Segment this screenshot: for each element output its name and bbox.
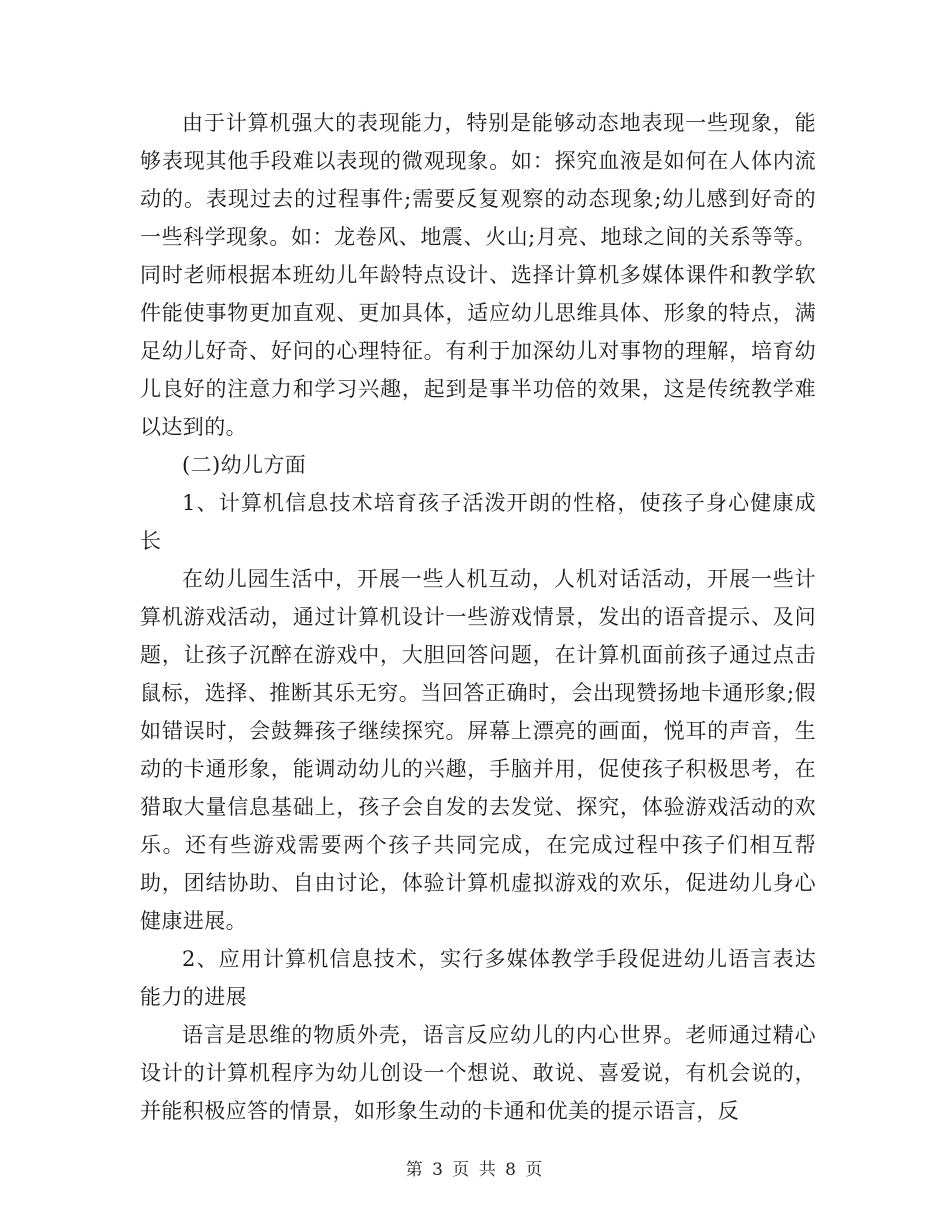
body-text bbox=[140, 104, 816, 1130]
paragraph-games: 在幼儿园生活中，开展一些人机互动，人机对话活动，开展一些计算机游戏活动，通过计算机设计一些游戏情景，发出的语音提示、及问题，让孩子沉醉在游戏中，大胆回答问题，在计算机面前孩子通过点击鼠标，选择、推断其乐无穷。当回答正确时，会出现赞扬地卡通形象;假如错误时，会鼓舞孩子继续探究。屏幕上漂亮的画面，悦耳的声音，生动的卡通形象，能调动幼儿的兴趣，手脑并用，促使孩子积极思考，在猎取大量信息基础上，孩子会自发的去发觉、探究，体验游戏活动的欢乐。还有些游戏需要两个孩子共同完成，在完成过程中孩子们相互帮助，团结协助、自由讨论，体验计算机虚拟游戏的欢乐，促进幼儿身心健康进展。 bbox=[140, 567, 816, 933]
paragraph-multimedia-advantages: 由于计算机强大的表现能力，特别是能够动态地表现一些现象，能够表现其他手段难以表现的微观现象。如：探究血液是如何在人体内流动的。表现过去的过程事件;需要反复观察的动态现象;幼儿感到好奇的一些科学现象。如：龙卷风、地震、火山;月亮、地球之间的关系等等。同时老师根据本班幼儿年龄特点设计、选择计算机多媒体课件和教学软件能使事物更加直观、更加具体，适应幼儿思维具体、形象的特点，满足幼儿好奇、好问的心理特征。有利于加深幼儿对事物的理解，培育幼儿良好的注意力和学习兴趣，起到是事半功倍的效果，这是传统教学难以达到的。 bbox=[140, 111, 816, 439]
section-heading-children: (二)幼儿方面 bbox=[182, 453, 307, 477]
paragraph-language: 语言是思维的物质外壳，语言反应幼儿的内心世界。老师通过精心设计的计算机程序为幼儿创设一个想说、敢说、喜爱说，有机会说的，并能积极应答的情景，如形象生动的卡通和优美的提示语言，反 bbox=[140, 1023, 816, 1123]
page-footer: 第 3 页 共 8 页 bbox=[405, 1160, 545, 1180]
subheading-personality: 1、计算机信息技术培育孩子活泼开朗的性格，使孩子身心健康成长 bbox=[140, 491, 816, 553]
subheading-language: 2、应用计算机信息技术，实行多媒体教学手段促进幼儿语言表达能力的进展 bbox=[140, 947, 816, 1009]
